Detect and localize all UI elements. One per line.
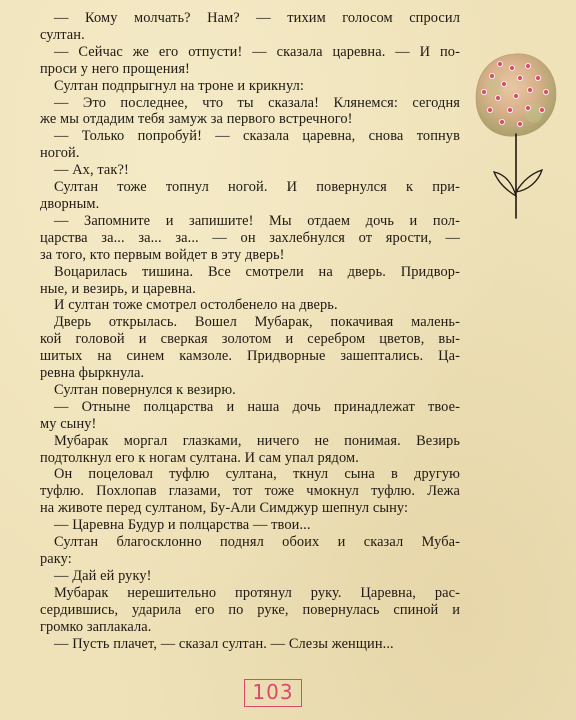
text-line: — Ах, так?! — [54, 162, 129, 179]
text-line: Он поцеловал туфлю султана, ткнул сына в другую — [54, 466, 460, 483]
paragraph — [40, 433, 460, 467]
text-line: дворным. — [40, 195, 100, 212]
paragraph — [40, 314, 460, 382]
paragraph — [40, 297, 460, 314]
text-line: на животе перед султаном, Бу-Али Симджур шепнул сыну: — [40, 500, 409, 517]
paragraph — [40, 179, 460, 213]
text-line: — Только попробуй! — сказала царевна, снова топнув — [54, 128, 460, 145]
paragraph — [40, 466, 460, 517]
paragraph — [40, 517, 460, 534]
paragraph — [40, 264, 460, 298]
text-line: проси у него прощения! — [40, 60, 190, 77]
text-line: — Это последнее, что ты сказала! Клянемся: сегодня — [54, 94, 460, 111]
paragraph — [40, 636, 460, 653]
text-line: — Отныне полцарства и наша дочь принадлежат твое- — [54, 398, 460, 415]
paragraph — [40, 382, 460, 399]
paragraph — [40, 585, 460, 636]
text-line: Султан повернулся к везирю. — [54, 381, 236, 398]
text-line: сердившись, ударила его по руке, повернулась спиной и — [40, 601, 460, 618]
text-line: шитых на синем камзоле. Придворные зашептались. Ца- — [40, 348, 460, 365]
paragraph — [40, 95, 460, 129]
text-line: И султан тоже смотрел остолбенело на дверь. — [54, 297, 338, 314]
flower-icon — [468, 48, 560, 224]
paragraph — [40, 44, 460, 78]
text-line: же мы отдадим тебя замуж за первого встречного! — [40, 111, 353, 128]
text-line: Воцарилась тишина. Все смотрели на дверь. Придвор- — [54, 263, 460, 280]
paragraph — [40, 162, 460, 179]
paragraph — [40, 128, 460, 162]
text-line: Мубарак нерешительно протянул руку. Царевна, рас- — [54, 584, 460, 601]
text-line: туфлю. Похлопав глазами, тот тоже чмокнул туфлю. Лежа — [40, 483, 460, 500]
text-line: подтолкнул его к ногам султана. И сам упал рядом. — [40, 449, 359, 466]
text-line: ные, и везирь, и царевна. — [40, 280, 196, 297]
text-line: Султан благосклонно поднял обоих и сказал Муба- — [54, 534, 460, 551]
story-text — [40, 10, 460, 652]
paragraph — [40, 213, 460, 264]
text-line: — Пусть плачет, — сказал султан. — Слезы женщин... — [54, 635, 394, 652]
paragraph — [40, 568, 460, 585]
paragraph — [40, 10, 460, 44]
text-line: царства за... за... за... — он захлебнулся от ярости, — — [40, 229, 460, 246]
text-line: султан. — [40, 26, 85, 43]
text-line: за того, кто первым войдет в эту дверь! — [40, 246, 285, 263]
text-line: Султан подпрыгнул на троне и крикнул: — [54, 77, 304, 94]
text-line: — Дай ей руку! — [54, 567, 152, 584]
text-line: ревна фыркнула. — [40, 365, 145, 382]
text-line: громко заплакала. — [40, 618, 152, 635]
text-line: — Запомните и запишите! Мы отдаем дочь и пол- — [54, 212, 460, 229]
text-line: — Сейчас же его отпусти! — сказала царевна. — И по- — [54, 43, 460, 60]
page-number: 103 — [244, 679, 302, 707]
text-line: Мубарак моргал глазками, ничего не понимая. Везирь — [54, 432, 460, 449]
paragraph — [40, 534, 460, 568]
text-line: ногой. — [40, 145, 80, 162]
paragraph — [40, 78, 460, 95]
text-line: кой головой и сверкая золотом и серебром цветов, вы- — [40, 331, 460, 348]
text-line: му сыну! — [40, 415, 97, 432]
text-line: Султан тоже топнул ногой. И повернулся к при- — [54, 179, 460, 196]
text-line: — Кому молчать? Нам? — тихим голосом спросил — [54, 10, 460, 26]
text-line: раку: — [40, 551, 72, 567]
paragraph — [40, 399, 460, 433]
text-line: — Царевна Будур и полцарства — твои... — [54, 517, 311, 534]
text-line: Дверь открылась. Вошел Мубарак, покачивая малень- — [54, 314, 460, 331]
